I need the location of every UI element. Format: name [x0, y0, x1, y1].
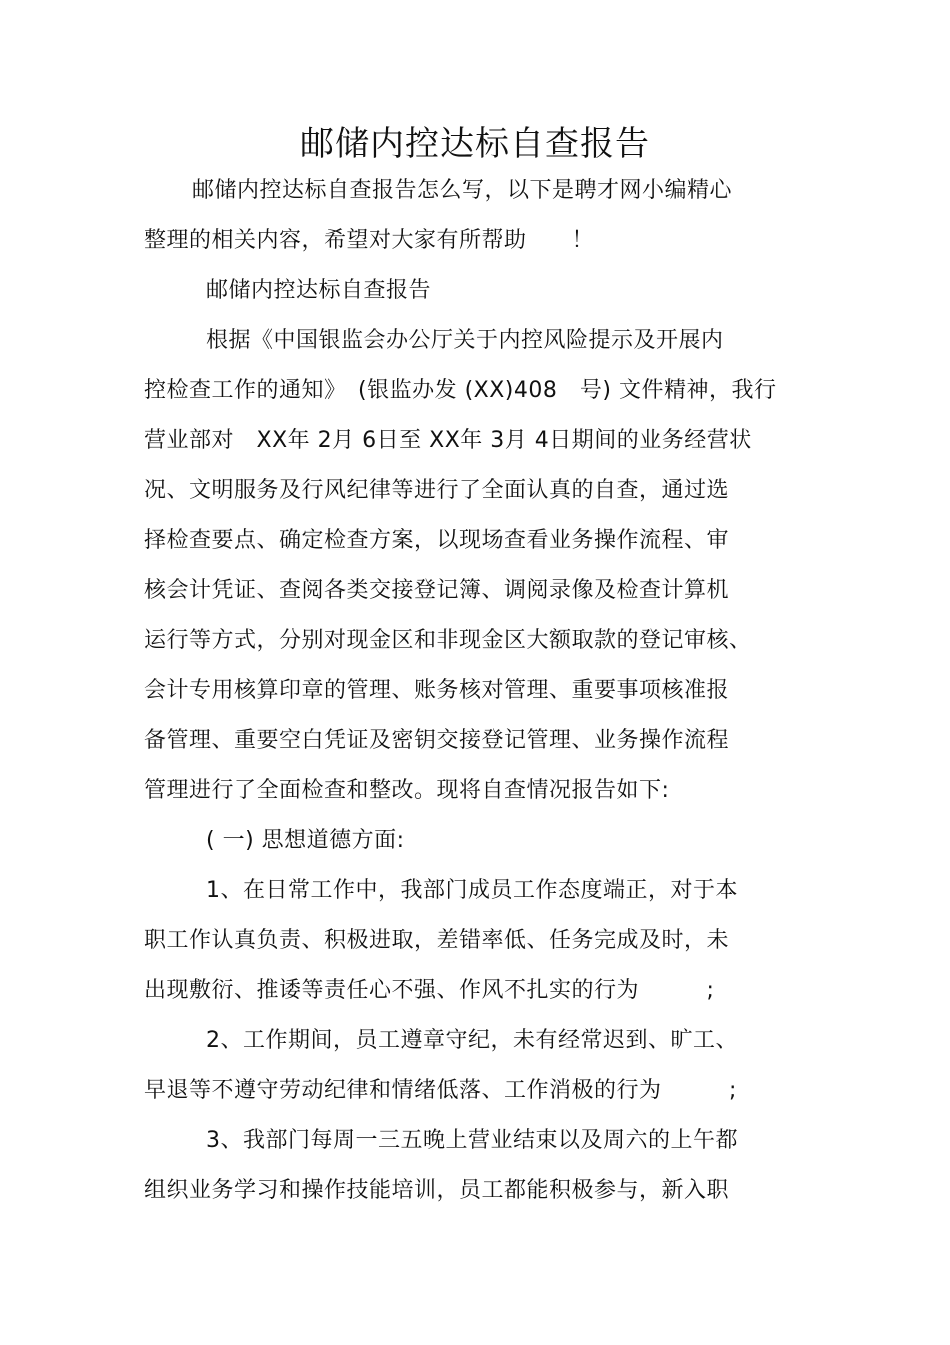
paragraph-line: 运行等方式，分别对现金区和非现金区大额取款的登记审核、 [144, 628, 752, 653]
paragraph-line: 1、在日常工作中，我部门成员工作态度端正，对于本 [206, 878, 738, 903]
paragraph-line: 根据《中国银监会办公厅关于内控风险提示及开展内 [206, 328, 724, 353]
paragraph-line: 管理进行了全面检查和整改。现将自查情况报告如下: [144, 778, 670, 803]
paragraph-line: 营业部对 XX年 2月 6日至 XX年 3月 4日期间的业务经营状 [144, 428, 752, 453]
paragraph-line: 择检查要点、确定检查方案，以现场查看业务操作流程、审 [144, 528, 730, 553]
paragraph-line: 控检查工作的通知》 (银监办发 (XX)408 号) 文件精神，我行 [144, 378, 777, 403]
paragraph-line: 出现敷衍、推诿等责任心不强、作风不扎实的行为 ; [144, 978, 715, 1003]
subtitle-line: 邮储内控达标自查报告 [206, 278, 432, 303]
paragraph-line: 2、工作期间，员工遵章守纪，未有经常迟到、旷工、 [206, 1028, 738, 1053]
paragraph-line: 邮储内控达标自查报告怎么写，以下是聘才网小编精心 [192, 178, 733, 203]
paragraph-line: 核会计凭证、查阅各类交接登记簿、调阅录像及检查计算机 [144, 578, 730, 603]
paragraph-line: 况、文明服务及行风纪律等进行了全面认真的自查，通过选 [144, 478, 730, 503]
paragraph-line: 组织业务学习和操作技能培训，员工都能积极参与，新入职 [144, 1178, 730, 1203]
paragraph-line: 备管理、重要空白凭证及密钥交接登记管理、业务操作流程 [144, 728, 730, 753]
document-title: 邮储内控达标自查报告 [300, 124, 650, 164]
paragraph-line: 职工作认真负责、积极进取，差错率低、任务完成及时，未 [144, 928, 730, 953]
paragraph-line: 会计专用核算印章的管理、账务核对管理、重要事项核准报 [144, 678, 730, 703]
paragraph-line: 整理的相关内容，希望对大家有所帮助 ！ [144, 228, 595, 253]
section-heading: ( 一) 思想道德方面: [206, 828, 405, 853]
paragraph-line: 早退等不遵守劳动纪律和情绪低落、工作消极的行为 ; [144, 1078, 737, 1103]
paragraph-line: 3、我部门每周一三五晚上营业结束以及周六的上午都 [206, 1128, 738, 1153]
